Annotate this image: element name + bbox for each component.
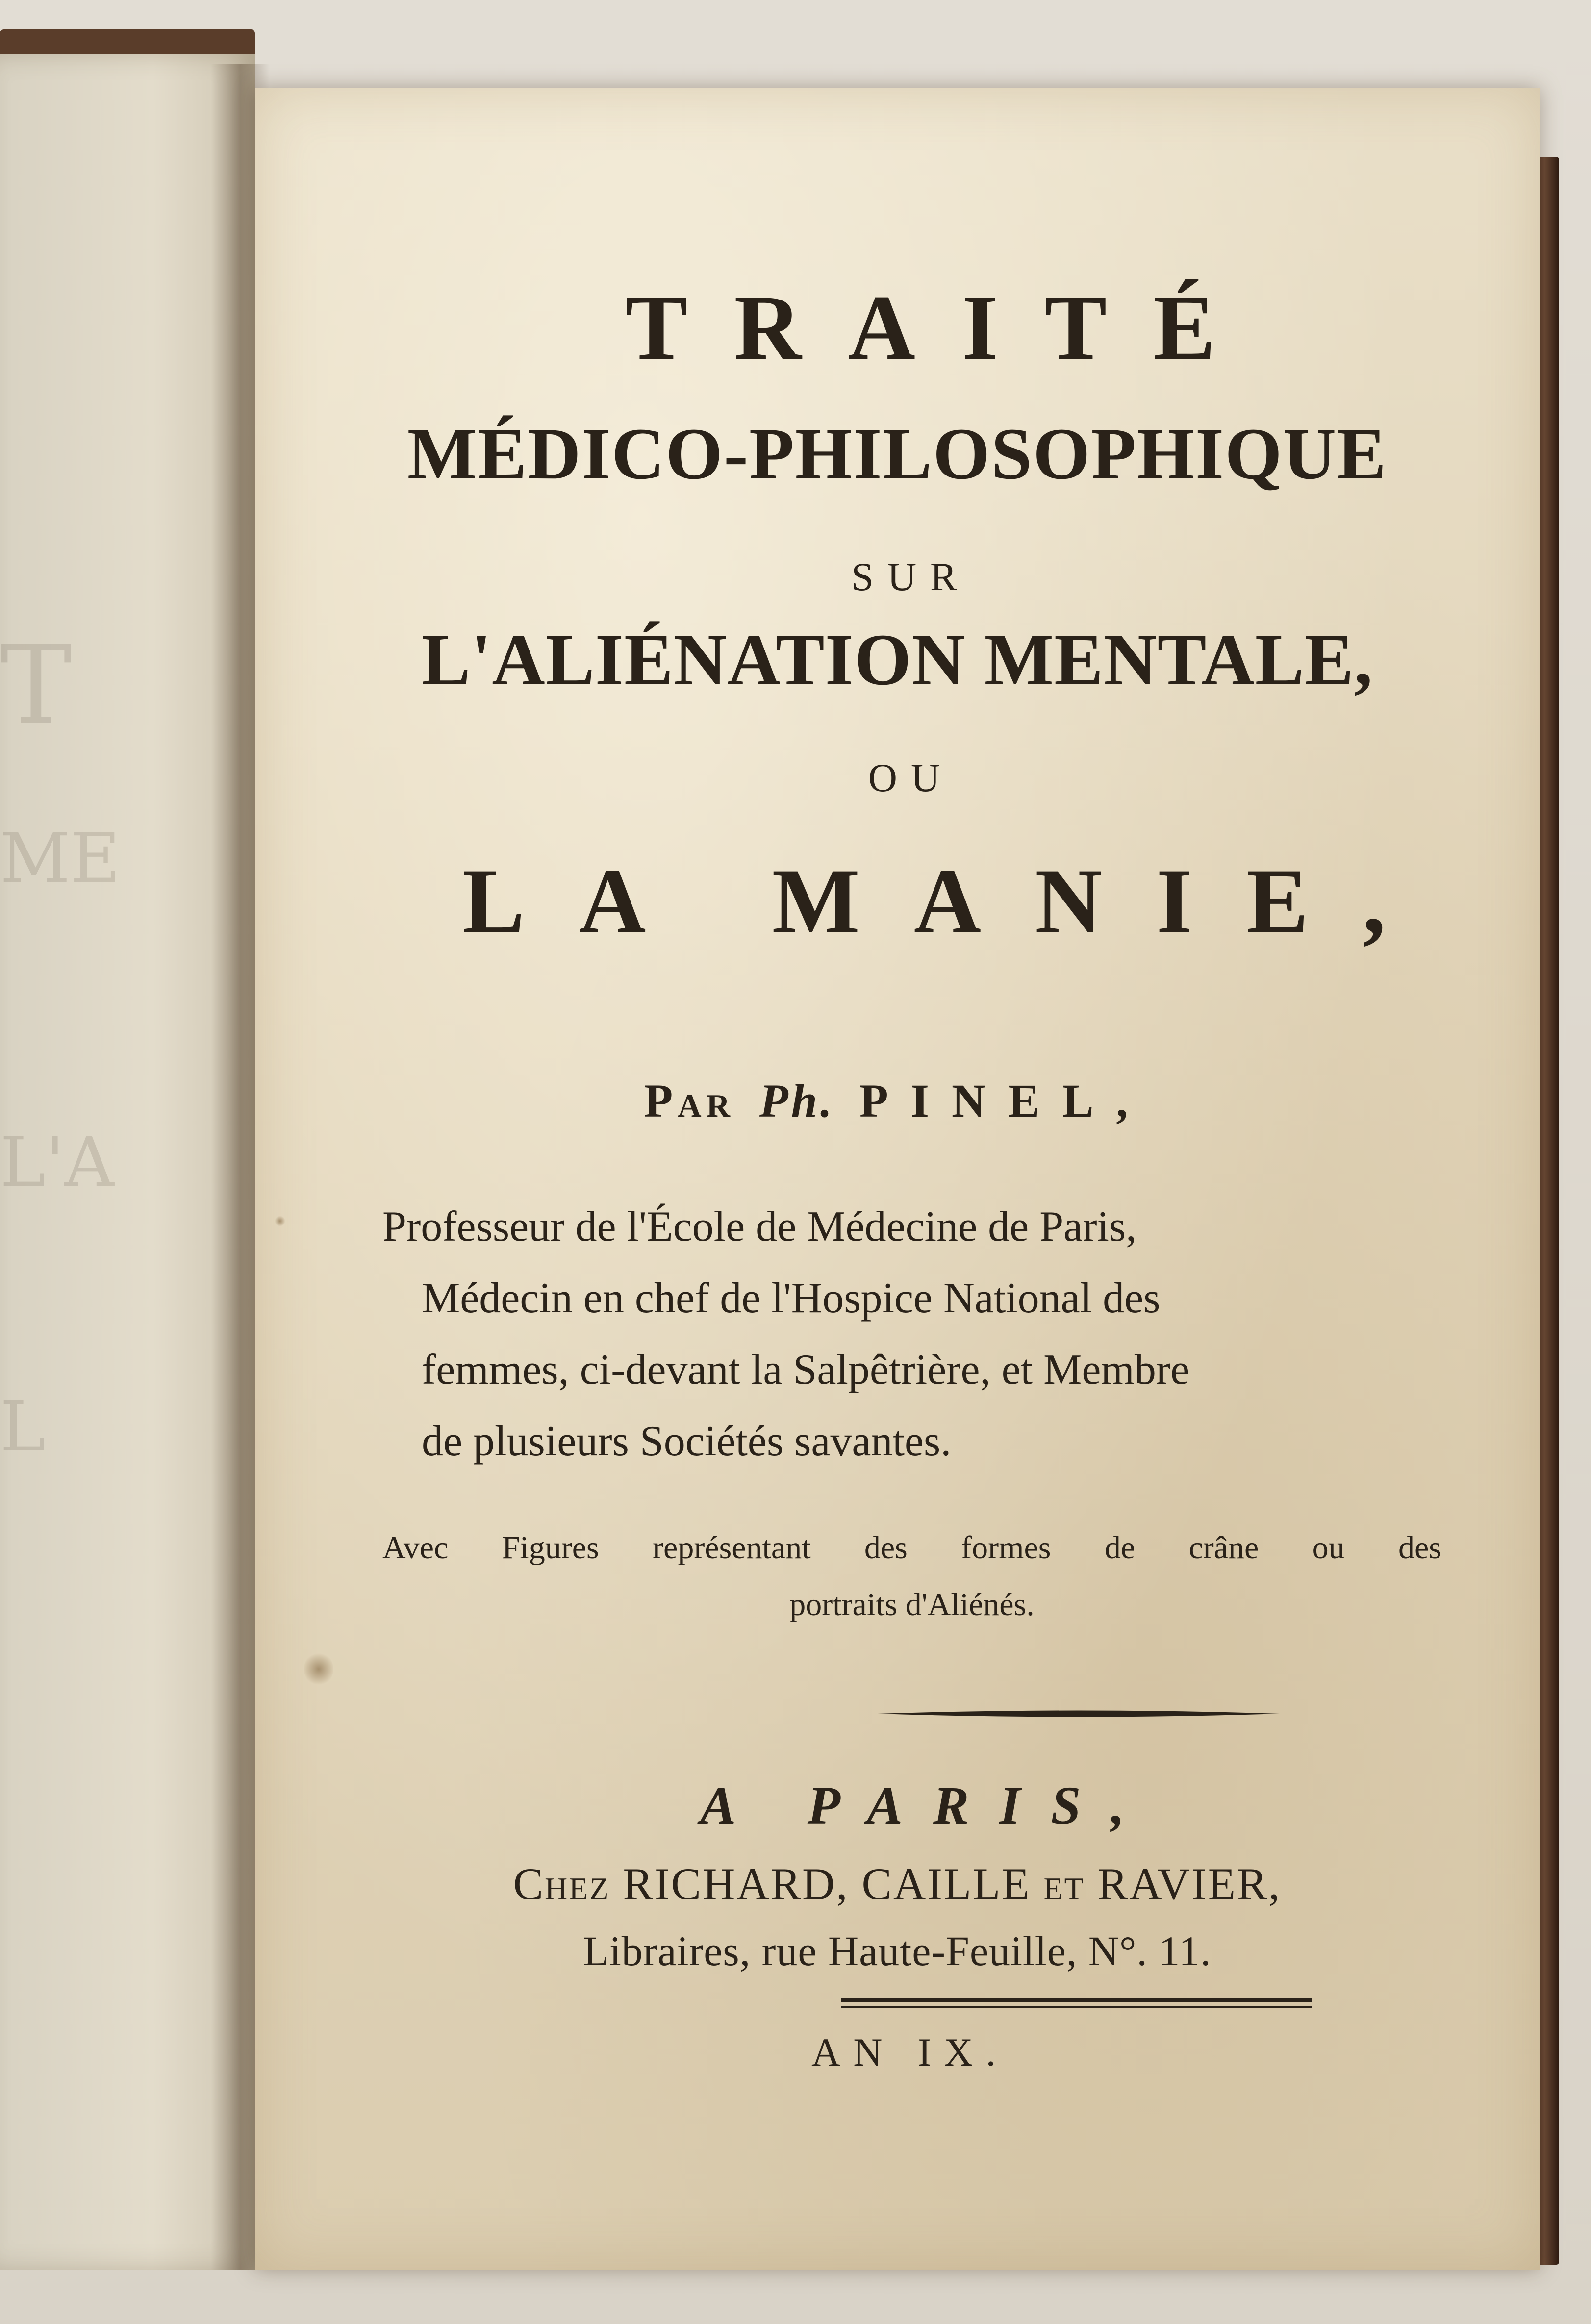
author-byline [255,1074,1540,1128]
credentials-line: Professeur de l'École de Médecine de Paris, [382,1203,1137,1250]
credentials-line: de plusieurs Sociétés savantes. [422,1418,952,1465]
author-name: PINEL, [859,1075,1151,1127]
imprint-year: AN IX. [811,2030,1009,2074]
title-traite: TRAITÉ [625,276,1263,379]
publisher-last: RAVIER, [1097,1859,1282,1909]
credentials-line: femmes, ci-devant la Salpêtrière, et Membre [422,1346,1190,1394]
double-rule [841,1996,1312,2013]
figures-line: portraits d'Aliénés. [789,1587,1035,1623]
foxing-stain [275,1216,285,1226]
imprint-address: Libraires, rue Haute-Feuille, N°. 11. [583,1927,1212,1974]
byline-initial: Ph. [759,1075,835,1127]
title-page [255,88,1540,2270]
imprint-place: A PARIS, [700,1775,1156,1835]
left-page-bleed-mark: ME [0,819,121,899]
left-page-bleed-mark: L'A [0,1123,114,1202]
ornamental-rule [878,1708,1280,1719]
left-page-bleed-mark: L [0,1387,46,1467]
figures-line: Avec Figures représentant des formes de crâne ou des [382,1530,1441,1566]
book-binding-top [0,29,255,54]
credentials-line: Médecin en chef de l'Hospice National des [422,1274,1161,1322]
figures-note [382,1520,1441,1633]
imprint-et: et [1043,1859,1085,1909]
left-page-bleed-mark: T [0,623,72,748]
byline-par: Par [644,1075,735,1127]
imprint-chez: Chez [513,1859,610,1909]
imprint-publishers [255,1858,1540,1910]
foxing-stain [304,1652,333,1686]
title-sur: SUR [851,554,971,599]
title-ou: OU [868,755,954,800]
title-la-manie: LA MANIE, [462,850,1440,953]
author-credentials [382,1191,1441,1477]
publisher-names: RICHARD, CAILLE [623,1859,1031,1909]
title-medico-philosophique: MÉDICO-PHILOSOPHIQUE [407,413,1388,495]
title-alienation-mentale: L'ALIÉNATION MENTALE, [421,619,1373,700]
